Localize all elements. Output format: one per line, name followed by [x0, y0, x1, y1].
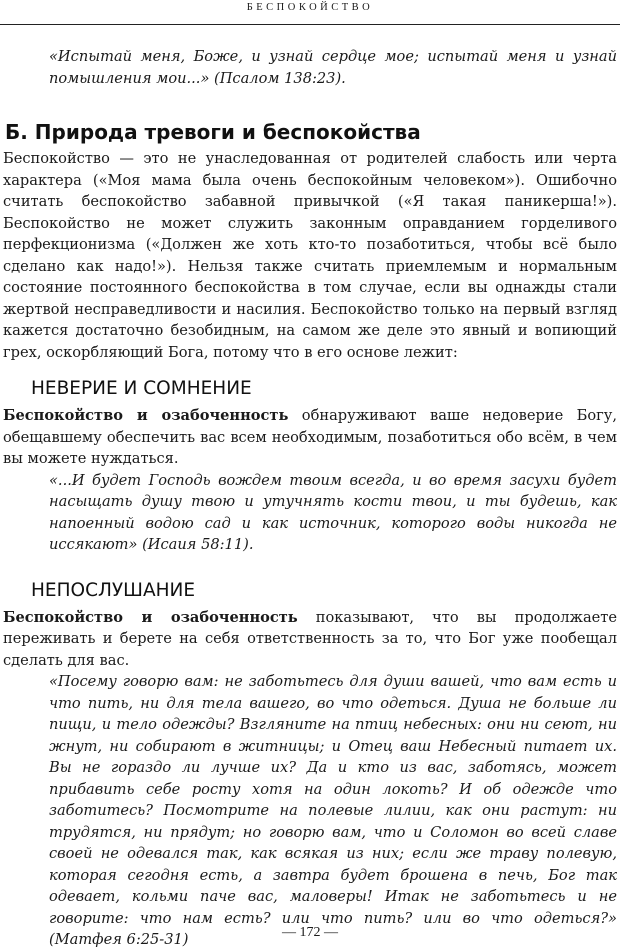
unbelief-paragraph — [3, 405, 617, 470]
page-content — [3, 46, 617, 951]
section-title: Б. Природа тревоги и беспокойства — [5, 120, 421, 144]
running-head: БЕСПОКОЙСТВО — [246, 2, 374, 13]
unbelief-lead: Беспокойство и озабоченность — [3, 407, 289, 424]
isaiah-quote: «...И будет Господь вождем твоим всегда, и во время засухи будет насыщать душу твою и утучнять кости твои, и ты будешь, как напоенный водою сад и как источник, которого воды никогда не иссякают» (Исаия 58:11). — [49, 471, 617, 553]
disobedience-text: показывают, что вы продолжаете переживать и берете на себя ответственность за то, что Бог уже пообещал сделать для вас. — [3, 608, 617, 669]
disobedience-paragraph — [3, 607, 617, 672]
matthew-quote: «Посему говорю вам: не заботьтесь для души вашей, что вам есть и что пить, ни для тела вашего, во что одеться. Душа не больше ли пищи, и тело одежды? Взгляните на птиц небесных: они ни сеют, ни жнут, ни собирают в житницы; и Отец ваш Небесный питает их. Вы не гораздо ли лучше их? Да и кто из вас, заботясь, может прибавить себе росту хотя на один локоть? И об одежде что заботитесь? Посмотрите на полевые лилии, как они растут: ни трудятся, ни прядут; но говорю вам, что и Соломон во всей славе своей не одевался так, как всякая из них; если же траву полевую, которая сегодня есть, а завтра будет брошена в печь, Бог так одевает, кольми паче вас, маловеры! Итак не заботьтесь и не говорите: что нам есть? или что пить? или во что одеться?» (Матфея 6:25-31) — [49, 673, 617, 948]
header-rule — [0, 24, 620, 25]
opening-quote: «Испытай меня, Боже, и узнай сердце мое; испытай меня и узнай помышления мои...» (Псалом 138:23). — [49, 48, 617, 87]
page-number: — 172 — — [282, 925, 338, 940]
subsection-title-disobedience: НЕПОСЛУШАНИЕ — [31, 579, 196, 601]
intro-paragraph: Беспокойство — это не унаследованная от родителей слабость или черта характера («Моя мама была очень беспокойным человеком»). Ошибочно считать беспокойство забавной привычкой («Я такая паникерша!»). Беспокойство не может служить законным оправданием горделивого перфекционизма («Должен же хоть кто-то позаботиться, чтобы всё было сделано как надо!»). Нельзя также считать приемлемым и нормальным состояние постоянного беспокойства в том случае, если вы однажды стали жертвой несправедливости и насилия. Беспокойство только на первый взгляд кажется достаточно безобидным, на самом же деле это явный и вопиющий грех, оскорбляющий Бога, потому что в его основе лежит: — [3, 150, 617, 361]
disobedience-lead: Беспокойство и озабоченность — [3, 608, 298, 626]
unbelief-text: обнаруживают ваше недоверие Богу, обещавшему обеспечить вас всем необходимым, позаботиться обо всём, в чем вы можете нуждаться. — [3, 407, 618, 467]
subsection-title-unbelief: НЕВЕРИЕ И СОМНЕНИЕ — [31, 378, 252, 399]
